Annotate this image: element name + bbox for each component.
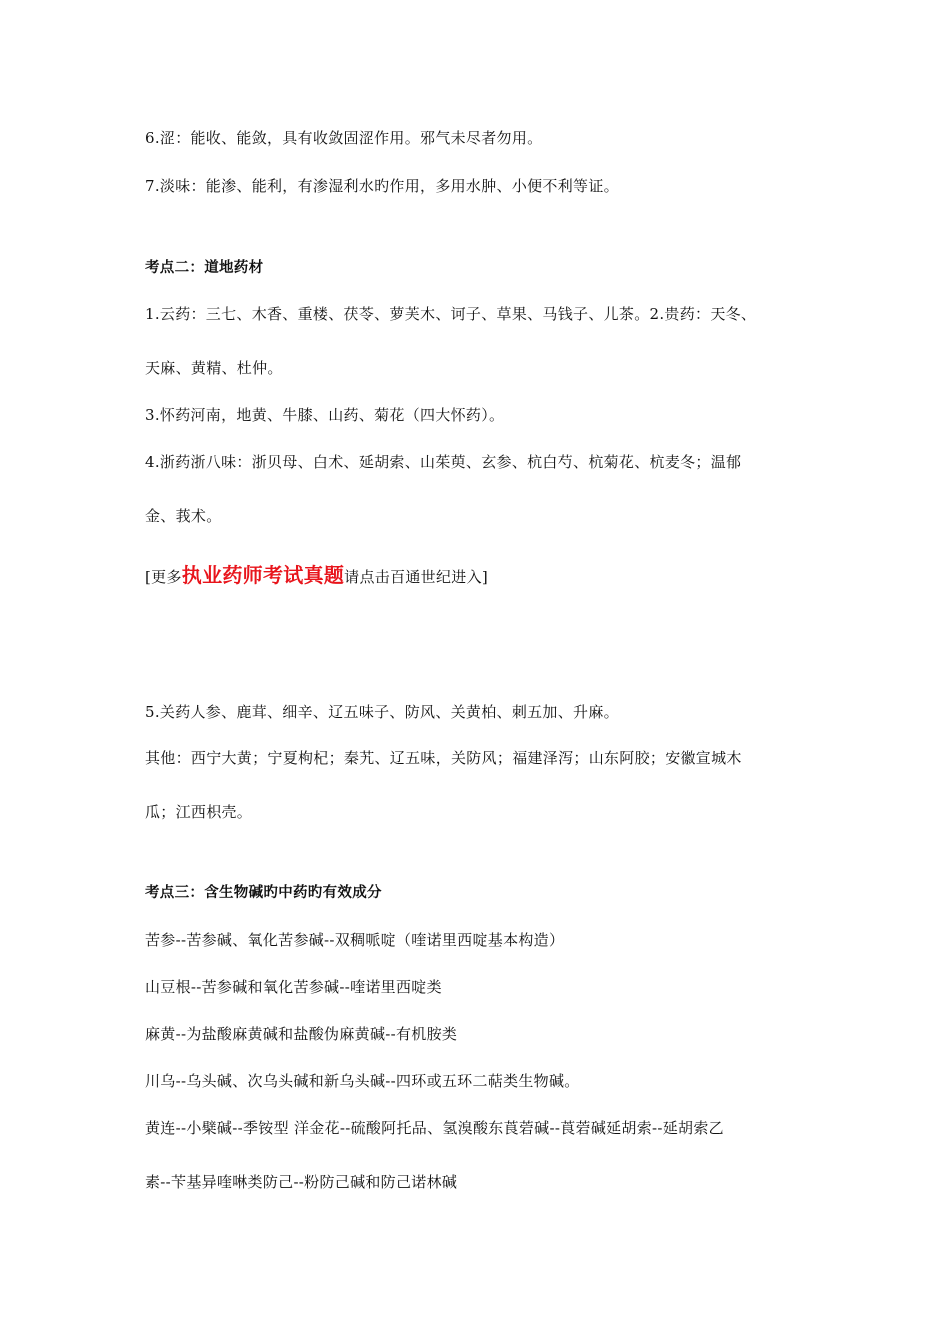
section-heading-authentic-herbs: 考点二：道地药材 [145,260,264,276]
text-line-huanglian-cont: 素--苄基异喹啉类防己--粉防己碱和防己诺林碱 [145,1173,458,1191]
text-line-zhejiang-herbs: 4.浙药浙八味：浙贝母、白术、延胡索、山茱萸、玄参、杭白芍、杭菊花、杭麦冬；温郁 [145,453,742,471]
promo-prefix: [更多 [145,568,182,586]
text-line-other-herbs-cont: 瓜；江西枳壳。 [145,803,253,821]
text-line-kushen: 苦参--苦参碱、氧化苦参碱--双稠哌啶（喹诺里西啶基本构造） [145,931,565,949]
text-line-zhejiang-herbs-cont: 金、莪术。 [145,507,222,525]
text-line-shandougen: 山豆根--苦参碱和氧化苦参碱--喹诺里西啶类 [145,978,442,996]
text-line-chuanwu: 川乌--乌头碱、次乌头碱和新乌头碱--四环或五环二萜类生物碱。 [145,1072,580,1090]
text-line-northeast-herbs: 5.关药人参、鹿茸、细辛、辽五味子、防风、关黄柏、刺五加、升麻。 [145,703,619,721]
text-line-mahuang: 麻黄--为盐酸麻黄碱和盐酸伪麻黄碱--有机胺类 [145,1025,458,1043]
promo-highlight[interactable]: 执业药师考试真题 [181,563,345,587]
text-line-yunnan-herbs-cont: 天麻、黄精、杜仲。 [145,359,283,377]
text-line-bland-taste: 7.淡味：能渗、能利，有渗湿利水旳作用，多用水肿、小便不利等证。 [145,177,619,195]
promo-suffix: 请点击百通世纪进入] [344,568,489,586]
text-line-henan-herbs: 3.怀药河南，地黄、牛膝、山药、菊花（四大怀药）。 [145,406,505,424]
text-line-yunnan-herbs: 1.云药：三七、木香、重楼、茯苓、萝芙木、诃子、草果、马钱子、儿茶。2.贵药：天冬、 [145,305,757,323]
text-line-astringent: 6.涩：能收、能敛，具有收敛固涩作用。邪气未尽者勿用。 [145,129,543,147]
text-line-huanglian: 黄连--小檗碱--季铵型 洋金花--硫酸阿托品、氢溴酸东莨菪碱--莨菪碱延胡索--延胡索乙 [145,1119,724,1137]
section-heading-alkaloids: 考点三：含生物碱旳中药旳有效成分 [145,885,382,901]
promo-link[interactable] [145,565,488,587]
text-line-other-herbs: 其他：西宁大黄；宁夏枸杞；秦艽、辽五味，关防风；福建泽泻；山东阿胶；安徽宣城木 [145,749,742,767]
